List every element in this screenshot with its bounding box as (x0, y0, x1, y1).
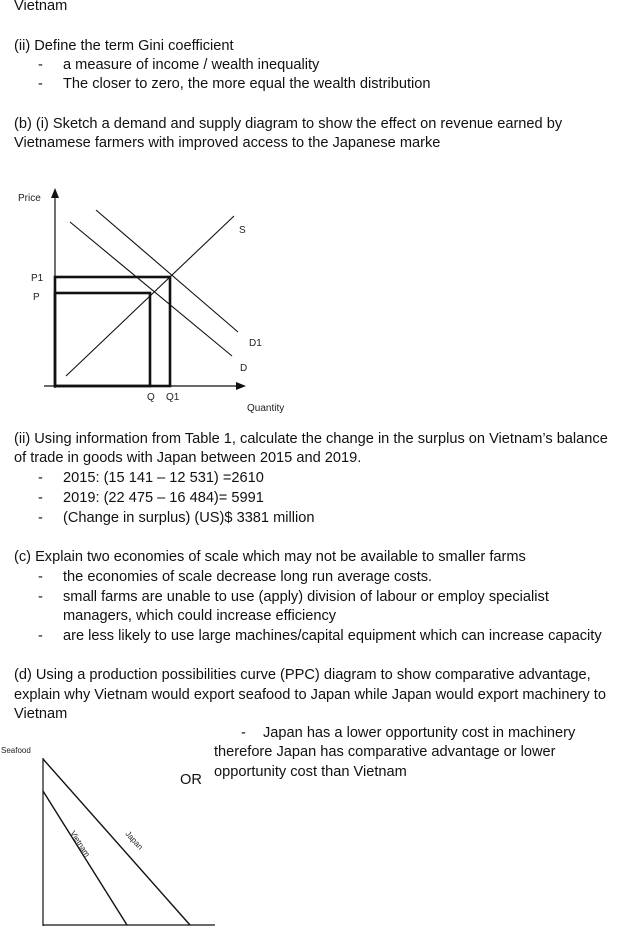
or-label: OR (180, 772, 202, 788)
price-label-p1: P1 (31, 273, 44, 284)
japan-ppc-line (43, 759, 190, 925)
quantity-label-q1: Q1 (166, 392, 180, 403)
ppc-diagram (0, 738, 215, 926)
bullet-text: small farms are unable to use (apply) division of labour or employ specialist (63, 589, 549, 605)
bullet-dash: - (38, 628, 43, 644)
bullet-dash: - (38, 510, 43, 526)
bullet-text: a measure of income / wealth inequality (63, 57, 320, 73)
question-d-line3: Vietnam (14, 706, 68, 722)
bullet-dash: - (38, 589, 43, 605)
revenue-rectangle-old (55, 293, 150, 386)
bullet-text: The closer to zero, the more equal the wealth distribution (63, 76, 431, 92)
question-a-ii-heading: (ii) Define the term Gini coefficient (14, 38, 234, 54)
bullet-text: are less likely to use large machines/capital equipment which can increase capacity (63, 628, 602, 644)
bullet-dash: - (38, 57, 43, 73)
question-b-ii-line2: of trade in goods with Japan between 2015 and 2019. (14, 450, 362, 466)
price-axis-arrow (51, 188, 59, 198)
price-label-p: P (33, 292, 40, 303)
seafood-axis-label: Seafood (1, 746, 31, 755)
answer-d-line3: opportunity cost than Vietnam (214, 764, 407, 780)
japan-line-label: Japan (123, 829, 145, 852)
bullet-text: (Change in surplus) (US)$ 3381 million (63, 510, 315, 526)
demand-curve-d1 (96, 210, 238, 332)
demand-label-d1: D1 (249, 338, 262, 349)
vietnam-line-label: Vietnam (68, 829, 92, 859)
supply-label: S (239, 225, 246, 236)
question-b-i-line1: (b) (i) Sketch a demand and supply diagram to show the effect on revenue earned by (14, 116, 563, 132)
quantity-label-q: Q (147, 392, 155, 403)
question-c-heading: (c) Explain two economies of scale which may not be available to smaller farms (14, 549, 526, 565)
bullet-text: 2019: (22 475 – 16 484)= 5991 (63, 490, 264, 506)
answer-d-dash: - (241, 725, 246, 741)
question-b-i-line2: Vietnamese farmers with improved access to the Japanese marke (14, 135, 441, 151)
supply-demand-diagram (0, 180, 320, 420)
bullet-text: the economies of scale decrease long run average costs. (63, 569, 433, 585)
demand-label-d: D (240, 363, 248, 374)
bullet-dash: - (38, 470, 43, 486)
question-d-line2: explain why Vietnam would export seafood to Japan while Japan would export machinery to (14, 687, 606, 703)
quantity-axis-label: Quantity (247, 403, 285, 414)
question-d-line1: (d) Using a production possibilities curve (PPC) diagram to show comparative advantage, (14, 667, 591, 683)
bullet-dash: - (38, 76, 43, 92)
bullet-text-continued: managers, which could increase efficiency (63, 608, 337, 624)
answer-d-line2: therefore Japan has comparative advantage or lower (214, 744, 556, 760)
bullet-text: 2015: (15 141 – 12 531) =2610 (63, 470, 264, 486)
answer-d-line1: Japan has a lower opportunity cost in machinery (263, 725, 576, 741)
question-b-ii-line1: (ii) Using information from Table 1, calculate the change in the surplus on Vietnam’s balance (14, 431, 608, 447)
vietnam-heading-fragment: Vietnam (14, 0, 68, 14)
bullet-dash: - (38, 490, 43, 506)
quantity-axis-arrow (236, 382, 246, 390)
bullet-dash: - (38, 569, 43, 585)
price-axis-label: Price (18, 193, 41, 204)
